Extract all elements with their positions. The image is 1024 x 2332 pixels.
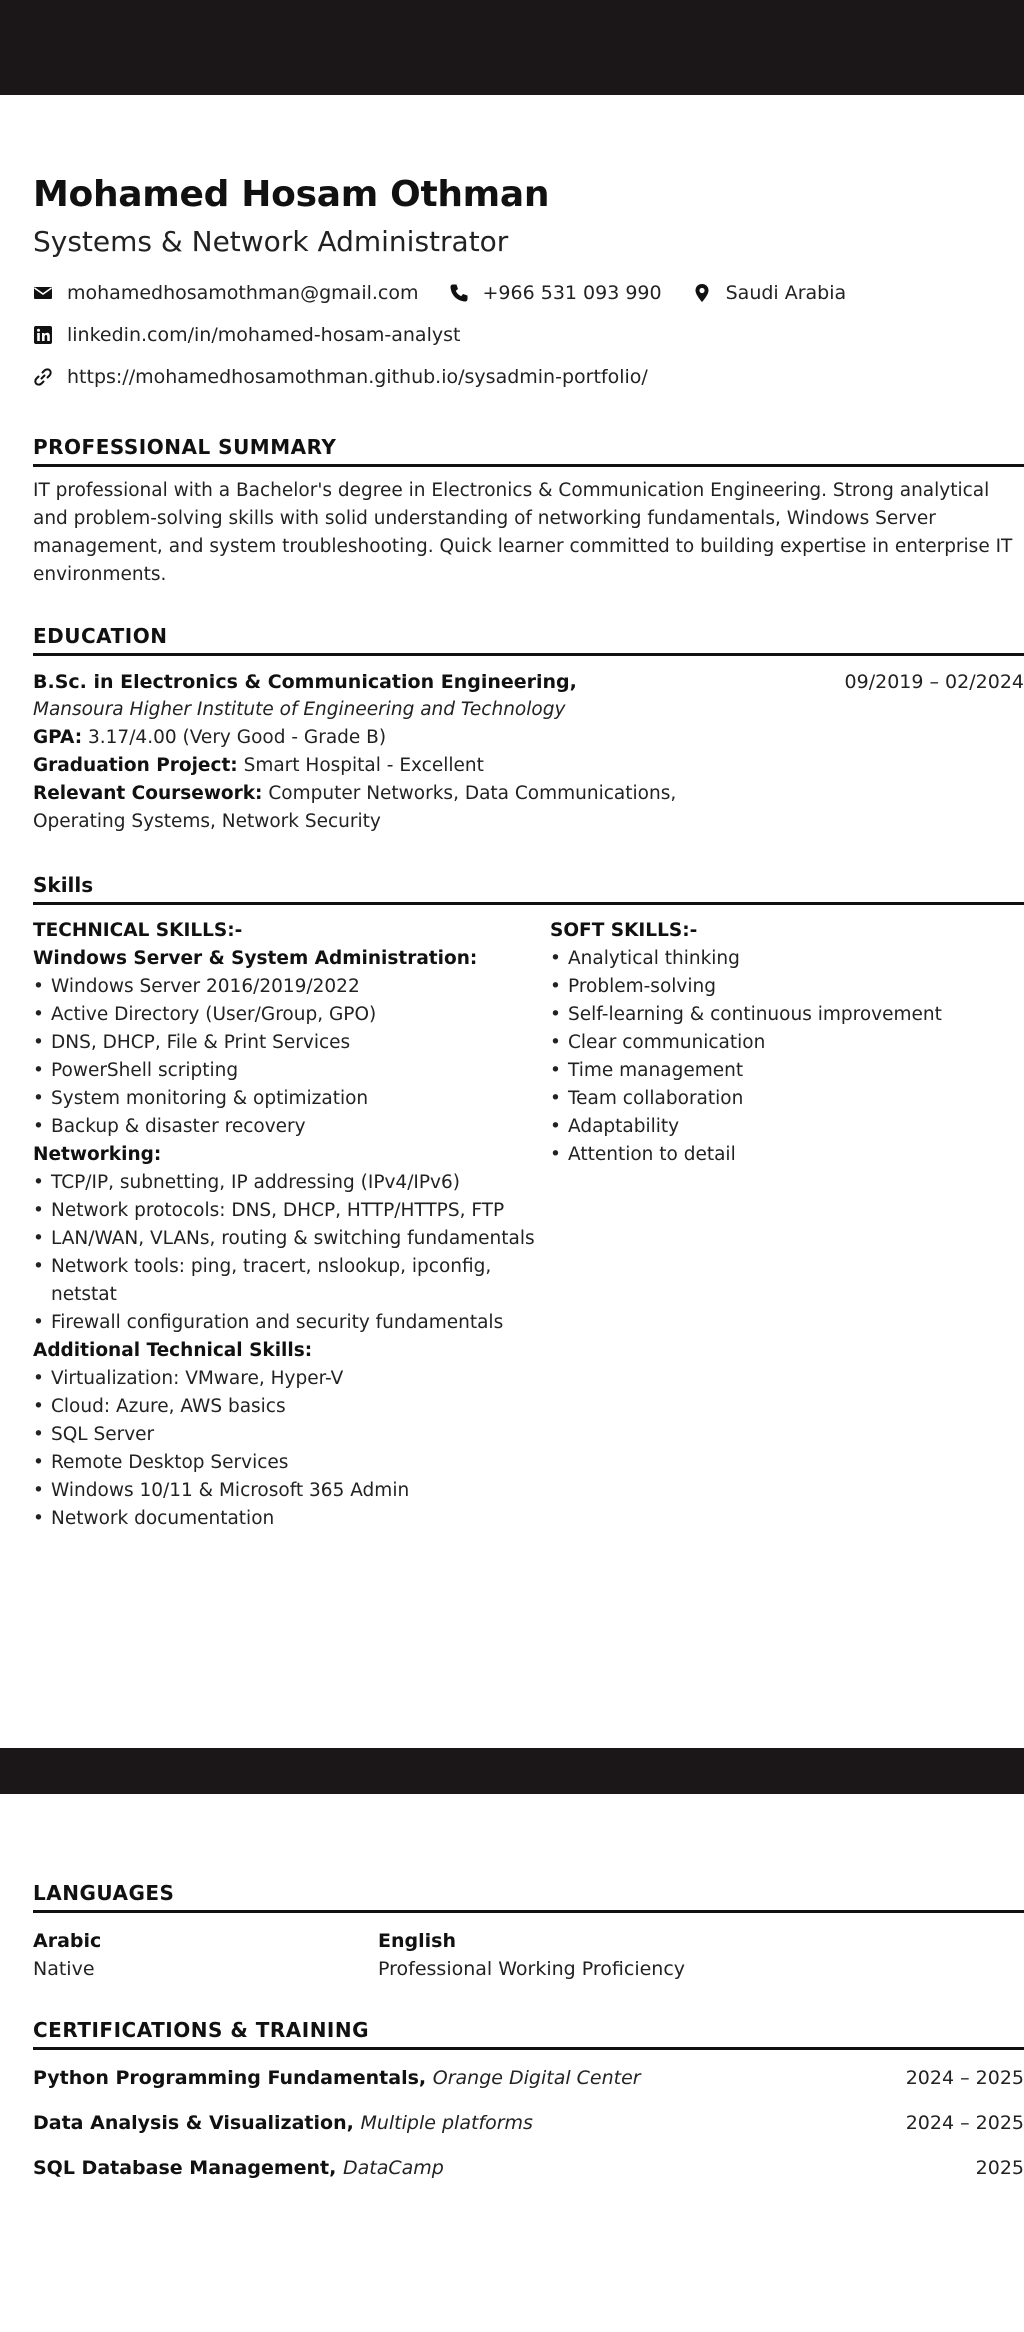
technical-skills-column: [33, 917, 550, 1533]
section-heading: EDUCATION: [33, 623, 1024, 656]
list-item: • Time management: [550, 1057, 1024, 1085]
phone-text: +966 531 093 990: [482, 282, 662, 304]
summary-text: IT professional with a Bachelor's degree in Electronics & Communication Engineering. Strong analytical and problem-solving skills with solid understanding of networking fundamentals, Windows Server management, and system troubleshooting. Quick learner committed to building expertise in enterprise IT environments.: [33, 480, 1013, 585]
coursework-label: Relevant Coursework:: [33, 783, 263, 804]
gpa-label: GPA:: [33, 727, 83, 748]
education-header: [33, 668, 1024, 696]
list-item: • SQL Server: [33, 1421, 550, 1449]
certification-org: DataCamp: [343, 2157, 444, 2179]
language-level: Native: [33, 1958, 95, 1980]
list-item: • Clear communication: [550, 1029, 1024, 1057]
certification-date: 2024 – 2025: [905, 2067, 1024, 2089]
page-break-band: [0, 1748, 1024, 1794]
contact-email[interactable]: [33, 282, 419, 304]
linkedin-row[interactable]: [33, 320, 1024, 350]
language-item: [33, 1927, 378, 1983]
coursework-value: Computer Networks, Data Communications, Operating Systems, Network Security: [33, 783, 677, 832]
certification-title: Data Analysis & Visualization,: [33, 2112, 354, 2134]
certification-item: [33, 2154, 1024, 2182]
portfolio-link[interactable]: https://mohamedhosamothman.github.io/sysadmin-portfolio/: [67, 366, 648, 388]
certification-date: 2024 – 2025: [905, 2112, 1024, 2134]
certification-item: [33, 2064, 1024, 2092]
resume-page-1: [33, 172, 1024, 1533]
certification-date: 2025: [975, 2157, 1024, 2179]
coursework-line: [33, 780, 753, 836]
contact-row: [33, 278, 1024, 308]
contact-phone[interactable]: [449, 282, 662, 304]
skill-group-label: Networking:: [33, 1144, 162, 1165]
skill-group-label: Windows Server & System Administration:: [33, 948, 478, 969]
list-item: • DNS, DHCP, File & Print Services: [33, 1029, 550, 1057]
certification-item: [33, 2109, 1024, 2137]
education-dates: 09/2019 – 02/2024: [844, 671, 1024, 693]
location-pin-icon: [692, 283, 712, 303]
certifications-section: [33, 2017, 1024, 2182]
top-dark-band: [0, 0, 1024, 95]
envelope-icon: [33, 283, 53, 303]
certification-org: Orange Digital Center: [432, 2067, 641, 2089]
list-item: • Network tools: ping, tracert, nslookup, ipconfig, netstat: [33, 1253, 550, 1309]
soft-skills-column: [550, 917, 1024, 1533]
gpa-value: 3.17/4.00 (Very Good - Grade B): [88, 727, 387, 748]
skill-group-label: Additional Technical Skills:: [33, 1340, 313, 1361]
certification-title: Python Programming Fundamentals,: [33, 2067, 427, 2089]
list-item: • System monitoring & optimization: [33, 1085, 550, 1113]
list-item: • Self-learning & continuous improvement: [550, 1001, 1024, 1029]
project-line: [33, 752, 1024, 780]
certification-title: SQL Database Management,: [33, 2157, 337, 2179]
degree: B.Sc. in Electronics & Communication Engineering,: [33, 671, 577, 693]
list-item: • Cloud: Azure, AWS basics: [33, 1393, 550, 1421]
languages-row: [33, 1927, 1024, 1983]
link-chain-icon: [33, 367, 53, 387]
location-text: Saudi Arabia: [725, 282, 847, 304]
languages-section: [33, 1880, 1024, 1983]
language-item: [378, 1927, 723, 1983]
section-heading: LANGUAGES: [33, 1880, 1024, 1913]
skill-list: [33, 1169, 550, 1337]
website-row[interactable]: [33, 362, 1024, 392]
project-label: Graduation Project:: [33, 755, 238, 776]
list-item: • Network protocols: DNS, DHCP, HTTP/HTTPS, FTP: [33, 1197, 550, 1225]
list-item: • Network documentation: [33, 1505, 550, 1533]
list-item: • Windows Server 2016/2019/2022: [33, 973, 550, 1001]
list-item: • Attention to detail: [550, 1141, 1024, 1169]
section-heading: PROFESSIONAL SUMMARY: [33, 434, 1024, 467]
list-item: • Windows 10/11 & Microsoft 365 Admin: [33, 1477, 550, 1505]
contact-location: [692, 282, 847, 304]
list-item: • Adaptability: [550, 1113, 1024, 1141]
candidate-name: Mohamed Hosam Othman: [33, 174, 550, 215]
technical-skills-label: TECHNICAL SKILLS:-: [33, 920, 243, 941]
list-item: • TCP/IP, subnetting, IP addressing (IPv4/IPv6): [33, 1169, 550, 1197]
list-item: • Firewall configuration and security fundamentals: [33, 1309, 550, 1337]
certification-org: Multiple platforms: [360, 2112, 533, 2134]
summary-section: [33, 434, 1024, 589]
resume-page-2: [33, 1880, 1024, 2182]
phone-icon: [449, 283, 469, 303]
section-heading: Skills: [33, 872, 1024, 905]
list-item: • Team collaboration: [550, 1085, 1024, 1113]
section-heading: CERTIFICATIONS & TRAINING: [33, 2017, 1024, 2050]
skill-list: [550, 945, 1024, 1169]
list-item: • PowerShell scripting: [33, 1057, 550, 1085]
linkedin-link[interactable]: linkedin.com/in/mohamed-hosam-analyst: [67, 324, 461, 346]
language-name: Arabic: [33, 1930, 102, 1952]
gpa-line: [33, 724, 1024, 752]
list-item: • Virtualization: VMware, Hyper-V: [33, 1365, 550, 1393]
education-section: [33, 623, 1024, 836]
list-item: • Remote Desktop Services: [33, 1449, 550, 1477]
list-item: • Active Directory (User/Group, GPO): [33, 1001, 550, 1029]
list-item: • LAN/WAN, VLANs, routing & switching fundamentals: [33, 1225, 550, 1253]
list-item: • Analytical thinking: [550, 945, 1024, 973]
school-name: Mansoura Higher Institute of Engineering and Technology: [33, 699, 566, 720]
linkedin-icon: [33, 325, 53, 345]
soft-skills-label: SOFT SKILLS:-: [550, 920, 698, 941]
skill-list: [33, 973, 550, 1141]
skill-list: [33, 1365, 550, 1533]
list-item: • Problem-solving: [550, 973, 1024, 1001]
email-text: mohamedhosamothman@gmail.com: [67, 282, 419, 304]
language-level: Professional Working Proficiency: [378, 1958, 686, 1980]
list-item: • Backup & disaster recovery: [33, 1113, 550, 1141]
skills-section: [33, 872, 1024, 1533]
project-value: Smart Hospital - Excellent: [243, 755, 484, 776]
language-name: English: [378, 1930, 456, 1952]
skills-columns: [33, 917, 1024, 1533]
job-title: Systems & Network Administrator: [33, 225, 509, 258]
